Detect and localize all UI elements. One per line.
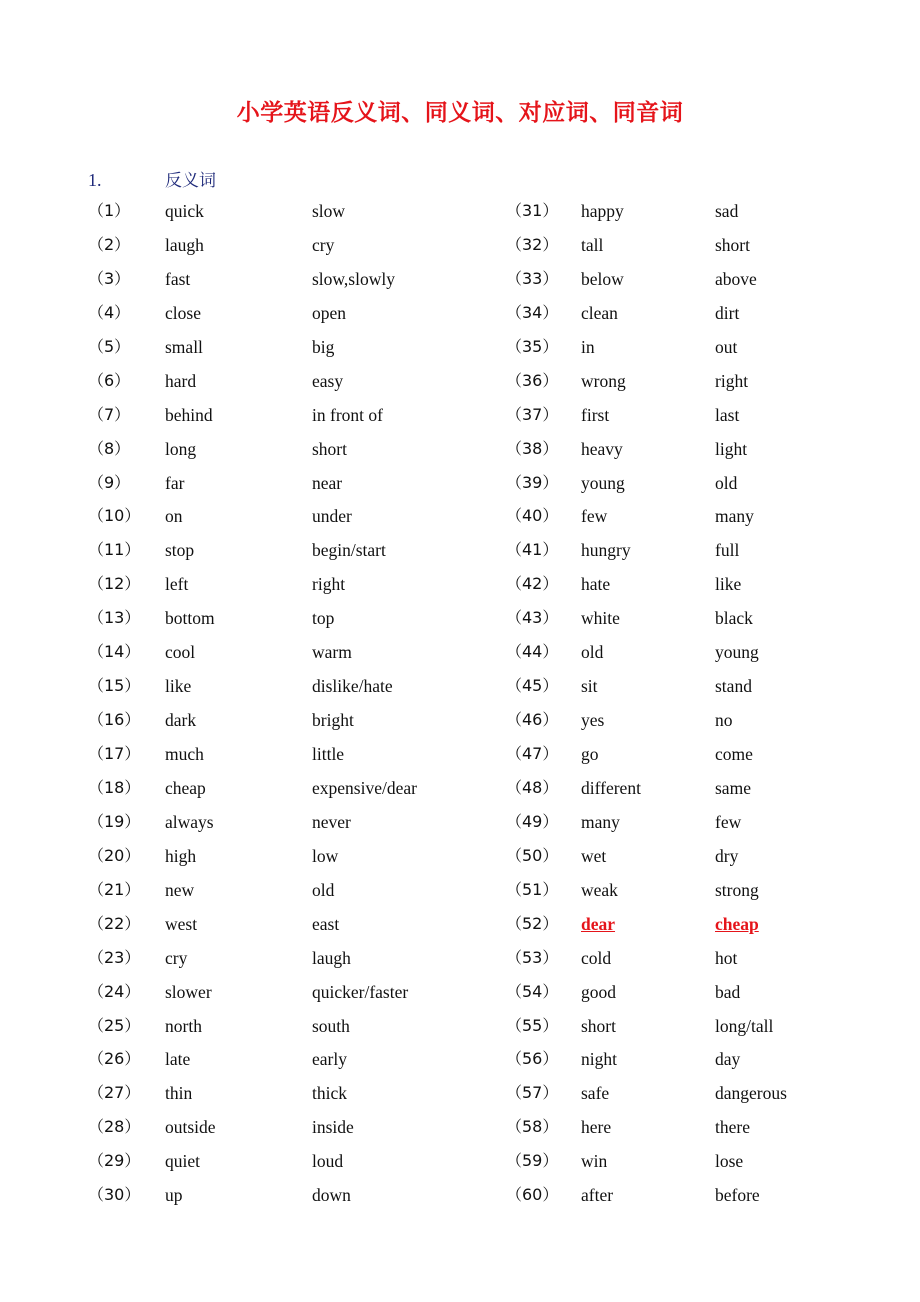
word: fast bbox=[165, 268, 191, 289]
opposite-word: stand bbox=[715, 676, 752, 697]
opposite-word: low bbox=[312, 845, 339, 866]
word: below bbox=[581, 268, 624, 289]
antonym-row bbox=[88, 535, 508, 569]
opposite-word: full bbox=[715, 540, 740, 561]
word: laugh bbox=[165, 234, 204, 255]
antonym-row bbox=[88, 1112, 508, 1146]
antonym-row bbox=[506, 501, 920, 535]
antonym-row bbox=[506, 807, 920, 841]
opposite-word: sad bbox=[715, 201, 739, 221]
word: cry bbox=[165, 947, 188, 968]
antonym-row bbox=[88, 501, 508, 535]
antonym-row bbox=[506, 230, 920, 264]
antonym-row bbox=[506, 1180, 920, 1214]
antonym-row bbox=[506, 739, 920, 773]
word: much bbox=[165, 744, 204, 764]
section-label: 反义词 bbox=[165, 171, 216, 191]
opposite-word: old bbox=[312, 879, 335, 900]
row-index: （19） bbox=[88, 811, 141, 831]
antonym-row bbox=[88, 1078, 508, 1112]
word: dear bbox=[581, 913, 616, 934]
antonym-row bbox=[88, 434, 508, 468]
opposite-word: same bbox=[715, 777, 751, 798]
word: happy bbox=[581, 201, 624, 221]
row-index: （5） bbox=[88, 336, 131, 356]
row-index: （20） bbox=[88, 845, 141, 865]
row-index: （42） bbox=[506, 574, 559, 594]
word: bottom bbox=[165, 608, 215, 629]
antonym-row bbox=[88, 773, 508, 807]
row-index: （45） bbox=[506, 676, 559, 696]
word: clean bbox=[581, 302, 618, 323]
word: always bbox=[165, 811, 214, 832]
opposite-word: black bbox=[715, 608, 753, 629]
row-index: （41） bbox=[506, 540, 559, 560]
word: in bbox=[581, 336, 595, 357]
row-index: （55） bbox=[506, 1015, 559, 1035]
row-index: （17） bbox=[88, 744, 141, 763]
antonym-row bbox=[506, 671, 920, 705]
word: high bbox=[165, 845, 197, 866]
row-index: （1） bbox=[88, 201, 131, 220]
antonym-row bbox=[506, 637, 920, 671]
opposite-word: near bbox=[312, 472, 343, 493]
word: hungry bbox=[581, 540, 631, 561]
word: cool bbox=[165, 642, 196, 663]
antonym-row bbox=[88, 569, 508, 603]
word: here bbox=[581, 1117, 612, 1138]
row-index: （35） bbox=[506, 336, 559, 356]
word: up bbox=[165, 1185, 183, 1206]
word: old bbox=[581, 642, 604, 663]
row-index: （13） bbox=[88, 608, 141, 628]
antonym-row bbox=[506, 1078, 920, 1112]
word: tall bbox=[581, 234, 604, 255]
antonym-row bbox=[506, 977, 920, 1011]
row-index: （59） bbox=[506, 1151, 559, 1171]
opposite-word: down bbox=[312, 1185, 351, 1206]
word: win bbox=[581, 1151, 608, 1172]
word: west bbox=[165, 913, 198, 934]
antonym-list-right bbox=[506, 196, 920, 1214]
antonym-row bbox=[506, 196, 920, 230]
row-index: （32） bbox=[506, 234, 559, 254]
row-index: （37） bbox=[506, 404, 559, 424]
opposite-word: young bbox=[715, 642, 759, 663]
opposite-word: loud bbox=[312, 1151, 344, 1172]
word: different bbox=[581, 777, 641, 798]
word: hard bbox=[165, 370, 197, 391]
opposite-word: right bbox=[715, 370, 749, 391]
opposite-word: dry bbox=[715, 845, 739, 866]
opposite-word: many bbox=[715, 506, 754, 527]
antonym-row bbox=[88, 366, 508, 400]
word: wrong bbox=[581, 370, 626, 391]
antonym-row bbox=[88, 298, 508, 332]
opposite-word: light bbox=[715, 438, 748, 459]
section-heading bbox=[88, 164, 488, 194]
antonym-row bbox=[88, 1180, 508, 1214]
antonym-row bbox=[88, 739, 508, 773]
antonym-row bbox=[506, 298, 920, 332]
antonym-row bbox=[506, 366, 920, 400]
row-index: （3） bbox=[88, 268, 131, 288]
row-index: （4） bbox=[88, 302, 131, 322]
word: many bbox=[581, 811, 620, 832]
row-index: （51） bbox=[506, 879, 559, 899]
word: short bbox=[581, 1015, 616, 1036]
word: small bbox=[165, 336, 203, 357]
antonym-row bbox=[506, 434, 920, 468]
row-index: （2） bbox=[88, 234, 131, 254]
row-index: （10） bbox=[88, 506, 141, 526]
word: close bbox=[165, 302, 201, 323]
antonym-row bbox=[88, 671, 508, 705]
opposite-word: out bbox=[715, 336, 738, 357]
antonym-row bbox=[88, 196, 508, 230]
opposite-word: little bbox=[312, 744, 345, 764]
opposite-word: top bbox=[312, 608, 335, 629]
row-index: （23） bbox=[88, 947, 141, 967]
word: first bbox=[581, 404, 610, 425]
opposite-word: like bbox=[715, 574, 742, 595]
row-index: （58） bbox=[506, 1117, 559, 1137]
row-index: （7） bbox=[88, 404, 131, 424]
antonym-row bbox=[506, 535, 920, 569]
word: quiet bbox=[165, 1151, 200, 1172]
row-index: （29） bbox=[88, 1151, 141, 1171]
opposite-word: long/tall bbox=[715, 1015, 774, 1036]
opposite-word: dislike/hate bbox=[312, 676, 393, 697]
word: behind bbox=[165, 404, 213, 425]
word: far bbox=[165, 472, 185, 493]
antonym-row bbox=[88, 1044, 508, 1078]
word: new bbox=[165, 879, 195, 900]
row-index: （26） bbox=[88, 1049, 141, 1069]
antonym-row bbox=[506, 400, 920, 434]
antonym-list-left bbox=[88, 196, 508, 1214]
opposite-word: quicker/faster bbox=[312, 981, 409, 1002]
opposite-word: bad bbox=[715, 981, 741, 1002]
row-index: （8） bbox=[88, 438, 131, 458]
opposite-word: old bbox=[715, 472, 738, 493]
opposite-word: cheap bbox=[715, 913, 759, 934]
row-index: （40） bbox=[506, 506, 559, 526]
page-title: 小学英语反义词、同义词、对应词、同音词 bbox=[236, 100, 684, 126]
opposite-word: slow,slowly bbox=[312, 268, 395, 289]
word: white bbox=[581, 608, 620, 629]
row-index: （52） bbox=[506, 913, 559, 933]
row-index: （15） bbox=[88, 676, 141, 696]
opposite-word: expensive/dear bbox=[312, 777, 417, 798]
row-index: （46） bbox=[506, 710, 559, 730]
antonym-row bbox=[88, 603, 508, 637]
opposite-word: short bbox=[715, 234, 750, 255]
antonym-row bbox=[88, 1146, 508, 1180]
word: go bbox=[581, 744, 599, 764]
word: yes bbox=[581, 710, 605, 731]
row-index: （22） bbox=[88, 913, 141, 933]
antonym-row bbox=[88, 230, 508, 264]
row-index: （6） bbox=[88, 370, 131, 390]
row-index: （39） bbox=[506, 472, 559, 492]
opposite-word: strong bbox=[715, 879, 759, 900]
antonym-row bbox=[506, 841, 920, 875]
antonym-row bbox=[506, 1044, 920, 1078]
antonym-row bbox=[506, 603, 920, 637]
word: cold bbox=[581, 947, 612, 968]
word: dark bbox=[165, 710, 197, 731]
row-index: （18） bbox=[88, 777, 141, 797]
opposite-word: above bbox=[715, 268, 757, 289]
word: late bbox=[165, 1049, 191, 1070]
opposite-word: dangerous bbox=[715, 1083, 787, 1104]
word: heavy bbox=[581, 438, 623, 459]
opposite-word: east bbox=[312, 913, 340, 934]
opposite-word: under bbox=[312, 506, 352, 527]
opposite-word: thick bbox=[312, 1083, 347, 1104]
antonym-row bbox=[88, 264, 508, 298]
row-index: （54） bbox=[506, 981, 559, 1001]
row-index: （27） bbox=[88, 1083, 141, 1103]
word: hate bbox=[581, 574, 611, 595]
opposite-word: south bbox=[312, 1015, 350, 1036]
row-index: （36） bbox=[506, 370, 559, 390]
opposite-word: bright bbox=[312, 710, 354, 731]
antonym-row bbox=[88, 400, 508, 434]
opposite-word: few bbox=[715, 811, 742, 832]
row-index: （50） bbox=[506, 845, 559, 865]
row-index: （30） bbox=[88, 1185, 141, 1205]
antonym-row bbox=[88, 705, 508, 739]
word: weak bbox=[581, 879, 618, 900]
word: night bbox=[581, 1049, 617, 1070]
word: stop bbox=[165, 540, 195, 561]
opposite-word: in front of bbox=[312, 404, 383, 425]
word: sit bbox=[581, 676, 598, 697]
antonym-row bbox=[88, 807, 508, 841]
row-index: （56） bbox=[506, 1049, 559, 1069]
opposite-word: laugh bbox=[312, 947, 351, 968]
antonym-row bbox=[88, 1011, 508, 1045]
word: good bbox=[581, 981, 616, 1002]
opposite-word: easy bbox=[312, 370, 344, 391]
opposite-word: early bbox=[312, 1049, 347, 1070]
antonym-row bbox=[88, 468, 508, 502]
row-index: （9） bbox=[88, 472, 131, 492]
antonym-row bbox=[88, 875, 508, 909]
antonym-row bbox=[88, 909, 508, 943]
word: like bbox=[165, 676, 192, 697]
row-index: （28） bbox=[88, 1117, 141, 1137]
antonym-row bbox=[506, 264, 920, 298]
opposite-word: day bbox=[715, 1049, 741, 1070]
word: long bbox=[165, 438, 197, 459]
opposite-word: hot bbox=[715, 947, 738, 968]
antonym-row bbox=[506, 1146, 920, 1180]
row-index: （53） bbox=[506, 947, 559, 967]
antonym-row bbox=[506, 569, 920, 603]
row-index: （48） bbox=[506, 777, 559, 797]
word: safe bbox=[581, 1083, 610, 1104]
word: outside bbox=[165, 1117, 216, 1138]
antonym-row bbox=[88, 841, 508, 875]
word: left bbox=[165, 574, 189, 595]
opposite-word: big bbox=[312, 336, 335, 357]
section-number: 1. bbox=[88, 170, 102, 190]
opposite-word: before bbox=[715, 1185, 760, 1206]
row-index: （31） bbox=[506, 201, 559, 220]
opposite-word: no bbox=[715, 710, 733, 731]
row-index: （12） bbox=[88, 574, 141, 594]
row-index: （21） bbox=[88, 879, 141, 899]
opposite-word: short bbox=[312, 438, 347, 459]
opposite-word: open bbox=[312, 302, 347, 323]
row-index: （49） bbox=[506, 811, 559, 831]
opposite-word: begin/start bbox=[312, 540, 386, 561]
word: thin bbox=[165, 1083, 193, 1104]
row-index: （33） bbox=[506, 268, 559, 288]
row-index: （24） bbox=[88, 981, 141, 1001]
antonym-row bbox=[506, 773, 920, 807]
word: few bbox=[581, 506, 608, 527]
antonym-row bbox=[506, 705, 920, 739]
word: north bbox=[165, 1015, 202, 1036]
antonym-row bbox=[88, 332, 508, 366]
row-index: （57） bbox=[506, 1083, 559, 1103]
word: slower bbox=[165, 981, 212, 1002]
antonym-row bbox=[88, 637, 508, 671]
row-index: （47） bbox=[506, 744, 559, 763]
opposite-word: come bbox=[715, 744, 753, 764]
row-index: （25） bbox=[88, 1015, 141, 1035]
antonym-row bbox=[506, 909, 920, 943]
row-index: （11） bbox=[88, 540, 141, 560]
row-index: （16） bbox=[88, 710, 141, 730]
word: quick bbox=[165, 201, 204, 221]
antonym-row bbox=[88, 977, 508, 1011]
opposite-word: last bbox=[715, 404, 740, 425]
word: wet bbox=[581, 845, 607, 866]
row-index: （14） bbox=[88, 642, 141, 662]
row-index: （43） bbox=[506, 608, 559, 628]
word: cheap bbox=[165, 777, 206, 798]
opposite-word: warm bbox=[312, 642, 352, 663]
row-index: （44） bbox=[506, 642, 559, 662]
antonym-row bbox=[506, 1011, 920, 1045]
opposite-word: right bbox=[312, 574, 346, 595]
opposite-word: never bbox=[312, 811, 351, 832]
opposite-word: there bbox=[715, 1117, 750, 1138]
word: after bbox=[581, 1185, 614, 1206]
opposite-word: cry bbox=[312, 234, 335, 255]
opposite-word: dirt bbox=[715, 302, 740, 323]
antonym-row bbox=[506, 332, 920, 366]
antonym-row bbox=[506, 468, 920, 502]
opposite-word: lose bbox=[715, 1151, 744, 1172]
word: young bbox=[581, 472, 625, 493]
antonym-row bbox=[506, 1112, 920, 1146]
antonym-row bbox=[88, 943, 508, 977]
row-index: （60） bbox=[506, 1185, 559, 1205]
word: on bbox=[165, 506, 183, 527]
opposite-word: slow bbox=[312, 201, 346, 221]
opposite-word: inside bbox=[312, 1117, 354, 1138]
antonym-row bbox=[506, 943, 920, 977]
row-index: （38） bbox=[506, 438, 559, 458]
antonym-row bbox=[506, 875, 920, 909]
row-index: （34） bbox=[506, 302, 559, 322]
